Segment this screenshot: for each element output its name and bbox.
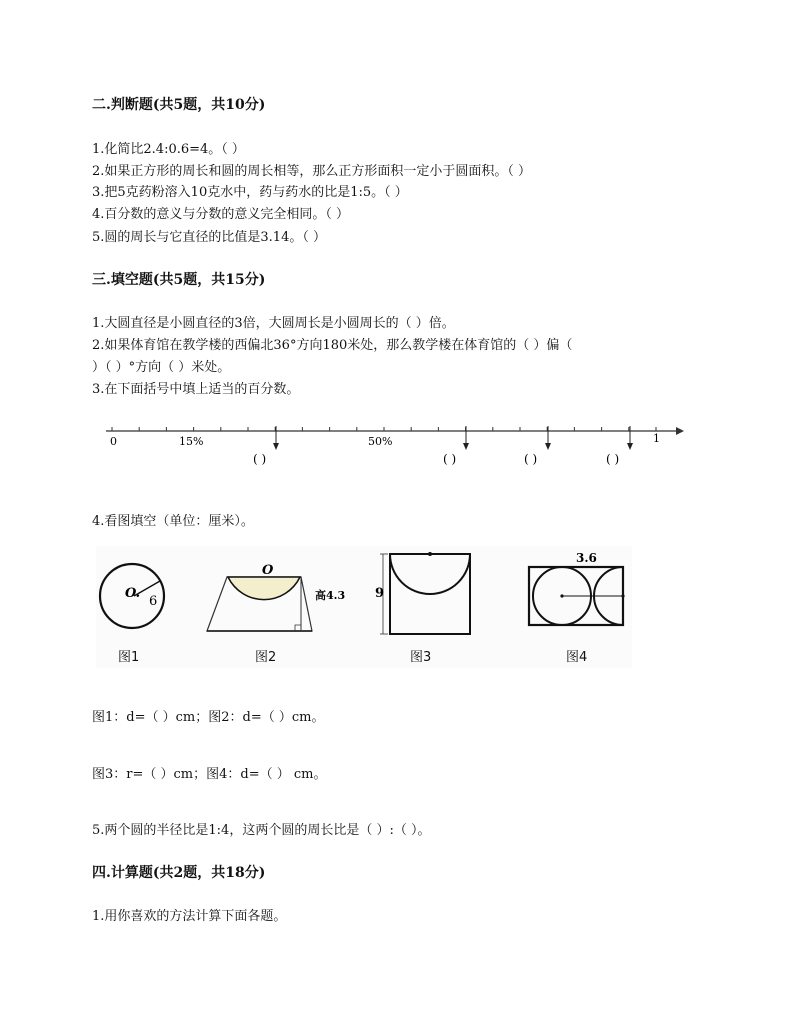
judge-item-4: 4.百分数的意义与分数的意义完全相同。（ ） xyxy=(92,207,350,222)
section-title-fill: 三.填空题(共5题，共15分) xyxy=(92,272,266,288)
number-line-label-50: 50% xyxy=(368,435,393,448)
fig2-center-label: O xyxy=(262,563,274,578)
section-title-calc: 四.计算题(共2题，共18分) xyxy=(92,865,266,881)
fill-question-4-answer-1: 图1：d=（ ）cm；图2：d=（ ）cm。 xyxy=(92,710,325,725)
fill-question-5: 5.两个圆的半径比是1:4，这两个圆的周长比是（ ）:（ ）。 xyxy=(92,823,431,838)
calc-question-1: 1.用你喜欢的方法计算下面各题。 xyxy=(92,909,287,924)
fig2-caption: 图2 xyxy=(255,650,277,665)
blank-1: ( ) xyxy=(253,452,267,466)
number-line-arrow xyxy=(676,427,684,435)
fill-question-3: 3.在下面括号中填上适当的百分数。 xyxy=(92,382,300,397)
fig3-side-label: 9 xyxy=(375,586,385,601)
fig4-caption: 图4 xyxy=(566,650,588,665)
judge-item-3: 3.把5克药粉溶入10克水中，药与药水的比是1:5。（ ） xyxy=(92,185,408,200)
figure-4 xyxy=(529,551,625,625)
fig1-center-label: O. xyxy=(125,586,141,601)
fig4-top-label: 3.6 xyxy=(576,551,597,565)
number-line-label-15: 15% xyxy=(179,435,204,448)
fill-question-2-line1: 2.如果体育馆在教学楼的西偏北36°方向180米处，那么教学楼在体育馆的（ ）偏（ xyxy=(92,338,573,353)
fill-question-4-answer-2: 图3：r=（ ）cm；图4：d=（ ） cm。 xyxy=(92,767,327,782)
number-line-label-0: 0 xyxy=(110,435,117,448)
arrow-marker-4 xyxy=(627,426,633,450)
blank-4: ( ) xyxy=(606,452,620,466)
figures-svg xyxy=(96,546,632,646)
arrow-marker-3 xyxy=(545,426,551,450)
fill-question-2-line2: ）（ ）°方向（ ）米处。 xyxy=(92,360,231,375)
blank-3: ( ) xyxy=(524,452,538,466)
fig1-radius-label: 6 xyxy=(149,594,158,609)
fill-question-1: 1.大圆直径是小圆直径的3倍，大圆周长是小圆周长的（ ）倍。 xyxy=(92,316,455,331)
number-line-label-1: 1 xyxy=(653,432,660,445)
fig3-caption: 图3 xyxy=(410,650,432,665)
arrow-marker-2 xyxy=(463,426,469,450)
number-line xyxy=(100,418,690,470)
judge-item-1: 1.化简比2.4:0.6=4。（ ） xyxy=(92,142,245,157)
figure-3 xyxy=(375,552,470,634)
fig1-caption: 图1 xyxy=(118,650,140,665)
blank-2: ( ) xyxy=(443,452,457,466)
judge-item-2: 2.如果正方形的周长和圆的周长相等，那么正方形面积一定小于圆面积。（ ） xyxy=(92,164,532,179)
fill-question-4: 4.看图填空（单位：厘米）。 xyxy=(92,514,254,529)
judge-item-5: 5.圆的周长与它直径的比值是3.14。（ ） xyxy=(92,230,326,245)
number-line-ticks xyxy=(112,427,656,431)
arrow-marker-1 xyxy=(273,426,279,450)
fig2-height-label: 高4.3 xyxy=(315,589,346,602)
section-title-judge: 二.判断题(共5题，共10分) xyxy=(92,97,266,113)
figure-panel xyxy=(96,546,632,668)
figure-2 xyxy=(207,563,345,631)
figure-1 xyxy=(100,564,164,628)
